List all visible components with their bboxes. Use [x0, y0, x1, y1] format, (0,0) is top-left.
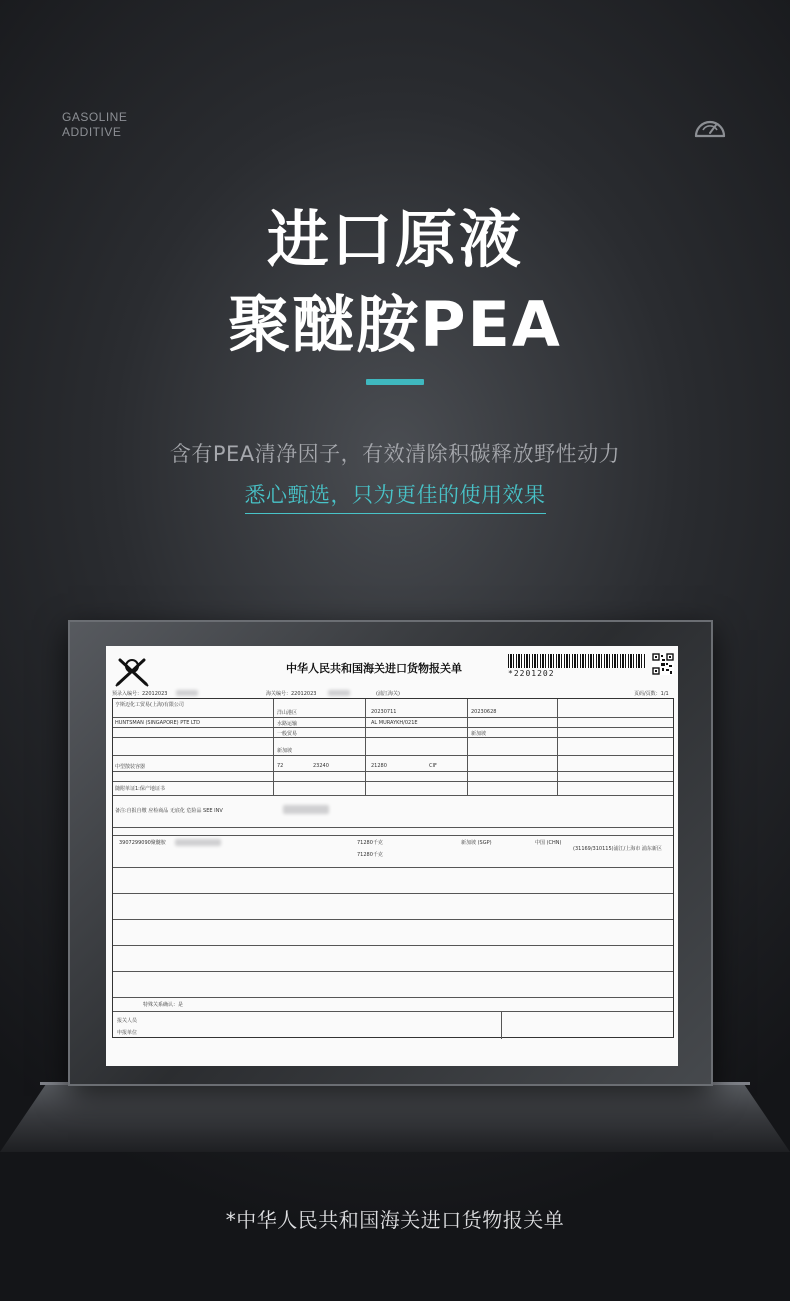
- origin-country-value: 新加坡: [471, 731, 487, 737]
- gross-weight-value: 23240: [313, 763, 329, 769]
- customs-no: 海关编号：22012023: [266, 691, 317, 697]
- dest-country-value: 中国 (CHN): [535, 840, 562, 846]
- transport-value: 水路运输: [277, 721, 298, 727]
- hero-title-line-1: 进口原液: [266, 203, 523, 276]
- page-count: 页码/页数：1/1: [634, 691, 669, 697]
- quantity-value-2: 71280千克: [357, 852, 383, 858]
- barcode-number: *2201202: [508, 669, 555, 678]
- redaction: [328, 690, 350, 696]
- declaring-unit-label: 申报单位: [117, 1030, 138, 1036]
- consignee-value: 亨斯迈化工贸易(上海)有限公司: [115, 702, 184, 708]
- port-loading-value: 新加坡: [277, 748, 293, 754]
- redaction: [283, 805, 329, 814]
- hero-subtitle: 含有PEA清净因子，有效清除积碳释放野性动力: [169, 442, 621, 466]
- quantity-value: 71280千克: [357, 840, 383, 846]
- declarant-label: 报关人员: [117, 1018, 138, 1024]
- customs-emblem-icon: [114, 654, 150, 688]
- goods-code-value: 3907299090聚醚胺: [119, 840, 166, 846]
- hero-highlight: 悉心甄选，只为更佳的使用效果: [245, 479, 546, 514]
- shipper-value: HUNTSMAN (SINGAPORE) PTE LTD: [115, 720, 201, 726]
- vessel-value: AL MURAYKH/021E: [371, 720, 418, 726]
- port: (浦江海关): [376, 691, 400, 697]
- incoterms-value: CIF: [429, 763, 437, 769]
- net-weight-value: 21280: [371, 763, 387, 769]
- remarks-value: 备注:自报自缴 应检商品 无底化 危险品 SEE INV: [115, 808, 223, 814]
- document-title: 中华人民共和国海关进口货物报关单: [286, 662, 462, 675]
- picture-frame: [68, 620, 713, 1086]
- pieces-value: 72: [277, 763, 284, 769]
- display-shelf: [0, 1082, 790, 1152]
- accent-divider: [366, 379, 424, 385]
- customs-document: [106, 646, 678, 1066]
- brand-label: [62, 110, 127, 140]
- trade-mode-value: 一般贸易: [277, 731, 298, 737]
- country-value: 新加坡 (SGP): [461, 840, 492, 846]
- declaration-table: [112, 698, 674, 1038]
- bottom-caption: *中华人民共和国海关进口货物报关单: [225, 1208, 565, 1232]
- redaction: [175, 839, 221, 846]
- declare-date-value: 20230628: [471, 709, 497, 715]
- import-date-value: 20230711: [371, 709, 397, 715]
- district-value: (31169/310115)浦江/上海市 浦东新区: [573, 846, 662, 852]
- entry-port-value: 洋山港区: [277, 710, 298, 716]
- brand-line-2: ADDITIVE: [62, 125, 122, 139]
- gauge-icon: [692, 112, 728, 142]
- pre-entry-no: 预录入编号：22012023: [112, 691, 168, 697]
- packing-value: 中型散装容器: [115, 764, 146, 770]
- docs-value: 随附单证1:保产地证书: [115, 786, 165, 792]
- special-relation-value: 特殊关系确认：是: [143, 1002, 184, 1008]
- hero-title-line-2: 聚醚胺PEA: [228, 288, 562, 361]
- redaction: [176, 690, 198, 696]
- barcode: [508, 654, 646, 668]
- brand-line-1: GASOLINE: [62, 110, 128, 124]
- qr-code-icon: [652, 653, 674, 675]
